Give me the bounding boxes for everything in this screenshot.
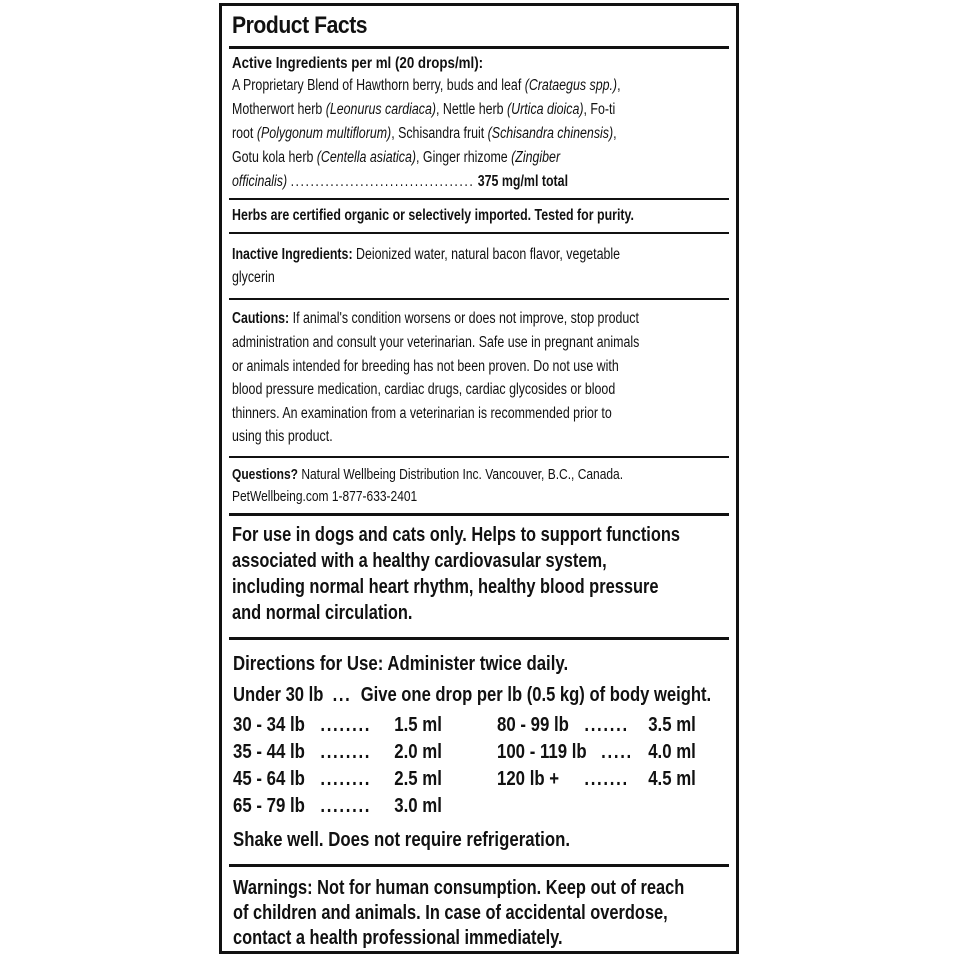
cautions-line-3: or animals intended for breeding has not been proven. Do not use with (232, 358, 619, 375)
use-line-3: including normal heart rhythm, healthy blood pressure (232, 576, 659, 598)
rule-after-inactive (229, 298, 729, 300)
contact-line: PetWellbeing.com 1-877-633-2401 (232, 488, 418, 505)
use-line-2: associated with a healthy cardiovasular system, (232, 550, 607, 572)
cautions-line-6: using this product. (232, 428, 333, 445)
rule-after-organic (229, 232, 729, 234)
directions-heading: Directions for Use: Administer twice daily. (233, 653, 569, 675)
title-rule (229, 46, 729, 49)
dosage-row: 30 - 34 lb ........ 1.5 ml (233, 714, 442, 736)
active-line-1: A Proprietary Blend of Hawthorn berry, buds and leaf (Crataegus spp.), (232, 77, 621, 94)
cautions-line-1: Cautions: If animal's condition worsens or does not improve, stop product (232, 310, 639, 327)
shake-note: Shake well. Does not require refrigeration. (233, 829, 571, 851)
under-30-row: Under 30 lb ... Give one drop per lb (0.5 kg) of body weight. (233, 684, 712, 706)
active-line-2: Motherwort herb (Leonurus cardiaca), Nettle herb (Urtica dioica), Fo-ti (232, 101, 616, 118)
rule-after-use (229, 637, 729, 640)
warnings-line-1: Warnings: Not for human consumption. Keep out of reach (233, 877, 685, 899)
inactive-line-1: Inactive Ingredients: Deionized water, natural bacon flavor, vegetable (232, 246, 621, 263)
questions-line-1: Questions? Natural Wellbeing Distribution Inc. Vancouver, B.C., Canada. (232, 466, 624, 483)
product-facts-panel (219, 3, 739, 954)
dosage-row: 65 - 79 lb ........ 3.0 ml (233, 795, 442, 817)
dosage-row: 100 - 119 lb ..... 4.0 ml (497, 741, 696, 763)
dosage-row: 35 - 44 lb ........ 2.0 ml (233, 741, 442, 763)
active-line-3: root (Polygonum multiflorum), Schisandra fruit (Schisandra chinensis), (232, 125, 617, 142)
cautions-line-5: thinners. An examination from a veterinarian is recommended prior to (232, 405, 612, 422)
dosage-row: 120 lb + ....... 4.5 ml (497, 768, 696, 790)
organic-note: Herbs are certified organic or selectively imported. Tested for purity. (232, 207, 634, 224)
cautions-line-4: blood pressure medication, cardiac drugs, cardiac glycosides or blood (232, 381, 616, 398)
active-line-5: officinalis) ..................................... 375 mg/ml total (232, 173, 569, 190)
dosage-row: 45 - 64 lb ........ 2.5 ml (233, 768, 442, 790)
rule-after-cautions (229, 456, 729, 458)
inactive-line-2: glycerin (232, 269, 275, 286)
dosage-row: 80 - 99 lb ....... 3.5 ml (497, 714, 696, 736)
rule-after-active (229, 198, 729, 200)
product-facts-title: Product Facts (232, 12, 368, 39)
rule-after-questions (229, 513, 729, 516)
warnings-line-3: contact a health professional immediately. (233, 927, 563, 949)
rule-after-directions (229, 864, 729, 867)
use-line-4: and normal circulation. (232, 602, 413, 624)
active-ingredients-heading: Active Ingredients per ml (20 drops/ml): (232, 55, 484, 72)
active-line-4: Gotu kola herb (Centella asiatica), Ginger rhizome (Zingiber (232, 149, 561, 166)
cautions-line-2: administration and consult your veterinarian. Safe use in pregnant animals (232, 334, 640, 351)
warnings-line-2: of children and animals. In case of accidental overdose, (233, 902, 668, 924)
use-line-1: For use in dogs and cats only. Helps to support functions (232, 524, 680, 546)
